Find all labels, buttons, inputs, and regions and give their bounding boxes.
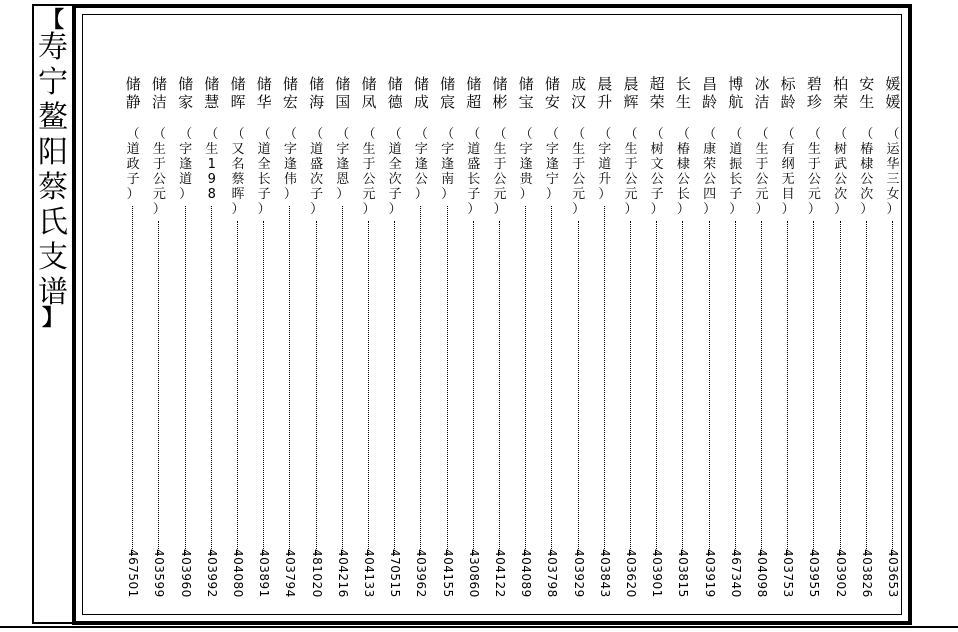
entry-name: 媛 媛	[885, 75, 901, 111]
entry-note: （ 道 盛 长 子 ）	[467, 127, 481, 217]
entry-code: 403891	[257, 549, 272, 598]
entry-note: （ 字 逢 公 ）	[414, 127, 428, 202]
index-entry	[516, 75, 536, 615]
entry-name: 储 宝	[518, 75, 534, 111]
index-entry	[464, 75, 484, 615]
entry-note: （ 道 振 长 子 ）	[729, 127, 743, 217]
index-entry	[254, 75, 274, 615]
index-entry	[333, 75, 353, 615]
leader-dots	[578, 221, 579, 555]
index-entry	[595, 75, 615, 615]
entry-name: 储 家	[178, 75, 194, 111]
leader-dots	[394, 221, 395, 555]
index-entry	[542, 75, 562, 615]
entry-note: （ 生 于 公 元 ）	[572, 127, 586, 217]
index-entry	[883, 75, 903, 615]
title-char: 支	[38, 240, 68, 275]
entry-note: （ 生 于 公 元 ）	[152, 127, 166, 217]
leader-dots	[682, 221, 683, 555]
leader-dots	[630, 221, 631, 555]
index-entry	[621, 75, 641, 615]
entry-code: 404098	[755, 549, 769, 598]
entry-code: 404216	[335, 549, 350, 598]
entry-note: （ 字 逢 贵 ）	[519, 127, 533, 202]
entry-code: 404155	[440, 549, 455, 598]
entry-name: 储 晖	[230, 75, 246, 111]
leader-dots	[551, 206, 552, 555]
entry-name: 储 凤	[361, 75, 377, 111]
entry-code: 403902	[833, 549, 848, 598]
entry-name: 碧 珍	[806, 75, 822, 111]
title-char: 】	[41, 306, 64, 331]
entry-note: （ 道 全 长 子 ）	[257, 127, 271, 217]
entry-code: 467501	[126, 549, 141, 598]
index-entry	[804, 75, 824, 615]
entry-code: 403962	[414, 549, 429, 598]
title-frame	[32, 4, 74, 624]
index-entry	[569, 75, 589, 615]
entry-code: 403653	[886, 549, 900, 598]
entry-note: （ 椿 棣 公 长 ）	[676, 127, 690, 217]
entry-note: （ 生 于 公 元 ）	[493, 127, 507, 217]
book-title	[34, 8, 72, 331]
entry-name: 晨 升	[597, 75, 613, 111]
index-entry	[359, 75, 379, 615]
entry-note: （ 生 于 公 元 ）	[807, 127, 821, 217]
entry-code: 403826	[859, 549, 874, 598]
entry-code: 403960	[178, 549, 193, 598]
page-frame	[72, 4, 912, 625]
entry-name: 储 德	[387, 75, 403, 111]
leader-dots	[761, 221, 762, 555]
entry-note: （ 有 纲 无 目 ）	[781, 127, 795, 217]
entry-name: 标 龄	[780, 75, 796, 111]
entry-name: 博 航	[728, 75, 744, 111]
entry-code: 403929	[571, 549, 586, 598]
leader-dots	[840, 221, 841, 555]
title-char: 谱	[38, 275, 68, 310]
entry-note: （ 字 道 升 ）	[598, 127, 612, 202]
entry-note: （ 道 政 子 ）	[126, 127, 140, 202]
index-entry	[385, 75, 405, 615]
entry-code: 403798	[545, 549, 560, 598]
entry-note: （ 椿 棣 公 次 ）	[860, 127, 874, 217]
leader-dots	[158, 221, 159, 555]
entry-note: （ 生 于 公 元 ）	[624, 127, 638, 217]
entry-name: 安 生	[859, 75, 875, 111]
leader-dots	[813, 221, 814, 555]
entry-name: 储 成	[413, 75, 429, 111]
entry-code: 403843	[597, 549, 612, 598]
entry-name: 冰 洁	[754, 75, 770, 111]
index-entry	[831, 75, 851, 615]
leader-dots	[316, 221, 317, 555]
leader-dots	[211, 206, 212, 555]
entry-name: 储 超	[466, 75, 482, 111]
entry-note: （ 又 名 蔡 晖 ）	[231, 127, 245, 217]
entry-code: 403901	[650, 549, 665, 598]
leader-dots	[787, 221, 788, 555]
entry-note: （ 字 逢 恩 ）	[336, 127, 350, 202]
entry-code: 404080	[231, 549, 245, 598]
leader-dots	[604, 206, 605, 555]
entry-name: 储 彬	[492, 75, 508, 111]
index-entry	[726, 75, 746, 615]
index-entry	[673, 75, 693, 615]
index-entry	[411, 75, 431, 615]
entry-name: 储 华	[256, 75, 272, 111]
title-char: 寿	[38, 30, 68, 65]
entry-name: 柏 荣	[833, 75, 849, 111]
bottom-rule	[0, 626, 958, 628]
leader-dots	[185, 206, 186, 555]
entry-name: 超 荣	[649, 75, 665, 111]
entry-note: （ 生 于 公 元 ）	[362, 127, 376, 217]
leader-dots	[263, 221, 264, 555]
entry-code: 403919	[702, 549, 717, 598]
entry-name: 储 宏	[282, 75, 298, 111]
title-char: 【	[41, 8, 64, 33]
title-char: 宁	[38, 65, 68, 100]
entry-note: （ 树 文 公 子 ）	[650, 127, 664, 217]
entry-note: （ 字 逢 南 ）	[441, 127, 455, 202]
index-entry	[438, 75, 458, 615]
entry-note: （ 康 荣 公 四 ）	[703, 127, 717, 217]
entry-note: （ 道 全 次 子 ）	[388, 127, 402, 217]
leader-dots	[473, 221, 474, 555]
entry-code: 403599	[152, 549, 167, 598]
index-entry	[280, 75, 300, 615]
leader-dots	[892, 221, 893, 555]
index-entry	[647, 75, 667, 615]
index-entry	[778, 75, 798, 615]
leader-dots	[499, 221, 500, 555]
entry-note: （ 生 1 9 8	[205, 127, 219, 202]
leader-dots	[866, 221, 867, 555]
entry-name: 储 海	[309, 75, 325, 111]
entry-code: 403955	[807, 549, 822, 598]
index-list	[82, 14, 902, 615]
leader-dots	[420, 206, 421, 555]
leader-dots	[237, 221, 238, 555]
leader-dots	[342, 206, 343, 555]
index-entry	[176, 75, 196, 615]
index-entry	[228, 75, 248, 615]
entry-code: 403753	[781, 549, 796, 598]
entry-name: 储 慧	[204, 75, 220, 111]
entry-code: 404133	[362, 549, 376, 598]
leader-dots	[735, 221, 736, 555]
leader-dots	[289, 206, 290, 555]
leader-dots	[525, 206, 526, 555]
entry-code: 403815	[676, 549, 691, 598]
title-char: 氏	[38, 205, 68, 240]
leader-dots	[709, 221, 710, 555]
leader-dots	[656, 221, 657, 555]
entry-note: （ 字 逢 道 ）	[179, 127, 193, 202]
leader-dots	[368, 221, 369, 555]
index-entry	[490, 75, 510, 615]
entry-code: 404089	[519, 549, 534, 598]
entry-name: 昌 龄	[702, 75, 718, 111]
entry-name: 储 静	[125, 75, 141, 111]
entry-name: 储 宸	[440, 75, 456, 111]
entry-note: （ 运 华 三 女 ）	[886, 127, 900, 217]
title-char: 鳌	[38, 100, 68, 135]
entry-note: （ 树 武 公 次 ）	[834, 127, 848, 217]
entry-name: 成 汉	[571, 75, 587, 111]
entry-code: 403794	[283, 549, 298, 598]
entry-name: 储 安	[544, 75, 560, 111]
entry-code: 470515	[388, 549, 403, 598]
entry-note: （ 字 逢 伟 ）	[283, 127, 297, 202]
entry-code: 467340	[728, 549, 743, 598]
index-entry	[752, 75, 772, 615]
entry-code: 403992	[204, 549, 219, 598]
title-char: 阳	[38, 135, 68, 170]
title-char: 蔡	[38, 170, 68, 205]
entry-note: （ 道 盛 次 子 ）	[310, 127, 324, 217]
entry-code: 404122	[493, 549, 507, 598]
entry-note: （ 字 逢 宁 ）	[545, 127, 559, 202]
entry-code: 403620	[624, 549, 638, 598]
index-entry	[149, 75, 169, 615]
entry-name: 储 洁	[151, 75, 167, 111]
leader-dots	[447, 206, 448, 555]
index-entry	[857, 75, 877, 615]
entry-name: 晨 辉	[623, 75, 639, 111]
index-entry	[202, 75, 222, 615]
entry-name: 长 生	[675, 75, 691, 111]
entry-code: 430860	[466, 549, 481, 598]
entry-name: 储 国	[335, 75, 351, 111]
entry-note: （ 生 于 公 元 ）	[755, 127, 769, 217]
index-entry	[123, 75, 143, 615]
index-entry	[307, 75, 327, 615]
leader-dots	[132, 206, 133, 555]
index-entry	[700, 75, 720, 615]
entry-code: 481020	[309, 549, 324, 598]
